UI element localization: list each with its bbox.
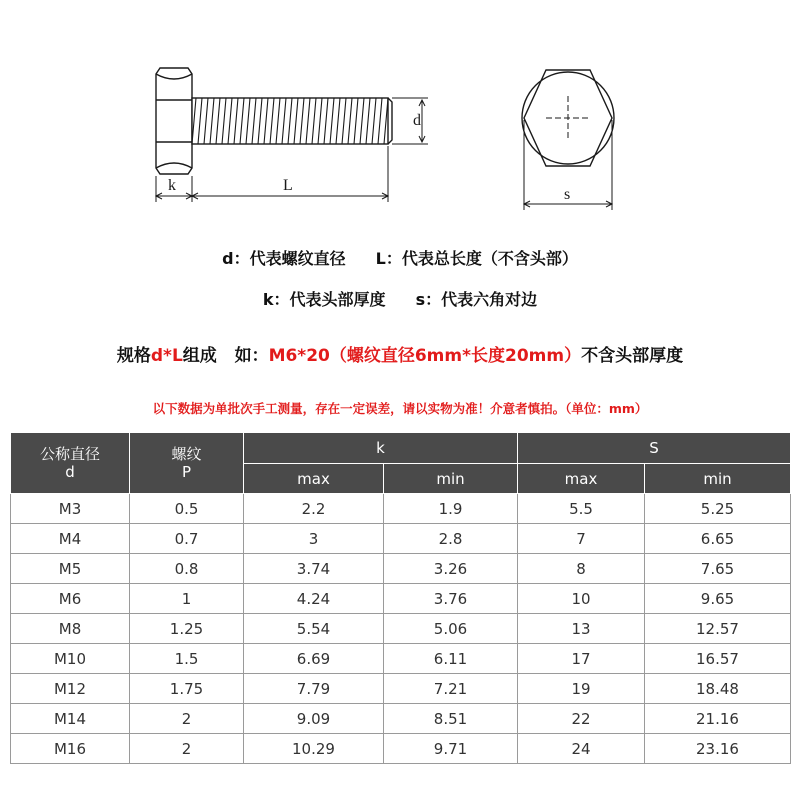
cell-size: M4 [11, 524, 130, 554]
cell-k-min: 3.76 [384, 584, 518, 614]
header-nominal-line2: d [65, 463, 75, 481]
header-s-max: max [518, 464, 645, 494]
cell-pitch: 0.8 [130, 554, 244, 584]
cell-k-max: 6.69 [244, 644, 384, 674]
cell-k-min: 5.06 [384, 614, 518, 644]
legend-s-key: s： [415, 290, 442, 309]
diagram-label-k: k [168, 177, 176, 194]
spec-example-label: 如： [234, 346, 269, 366]
cell-size: M12 [11, 674, 130, 704]
cell-s-max: 5.5 [518, 494, 645, 524]
cell-pitch: 2 [130, 734, 244, 764]
header-s-min: min [645, 464, 791, 494]
legend-k-text: 代表头部厚度 [289, 290, 386, 309]
cell-s-max: 22 [518, 704, 645, 734]
cell-pitch: 1.25 [130, 614, 244, 644]
table-row [11, 734, 791, 764]
spec-example: M6*20（螺纹直径6mm*长度20mm） [268, 346, 582, 366]
cell-s-min: 5.25 [645, 494, 791, 524]
cell-k-max: 2.2 [244, 494, 384, 524]
header-k-max: max [244, 464, 384, 494]
spec-composed: 组成 [182, 346, 217, 366]
cell-s-max: 10 [518, 584, 645, 614]
cell-pitch: 1.75 [130, 674, 244, 704]
cell-k-max: 5.54 [244, 614, 384, 644]
cell-size: M16 [11, 734, 130, 764]
legend-L-key: L： [375, 249, 402, 268]
header-nominal-line1: 公称直径 [39, 445, 100, 463]
cell-k-max: 4.24 [244, 584, 384, 614]
header-nominal-diameter [11, 433, 130, 494]
cell-s-min: 16.57 [645, 644, 791, 674]
cell-s-min: 23.16 [645, 734, 791, 764]
spec-line [0, 341, 800, 366]
header-s: S [518, 433, 791, 464]
spec-formula: d*L [150, 346, 183, 366]
cell-k-min: 6.11 [384, 644, 518, 674]
legend-d-key: d： [222, 249, 250, 268]
cell-k-min: 8.51 [384, 704, 518, 734]
legend-k-key: k： [262, 290, 290, 309]
cell-k-min: 3.26 [384, 554, 518, 584]
table-row [11, 524, 791, 554]
spec-table [10, 432, 791, 764]
spec-prefix: 规格 [116, 346, 151, 366]
table-row [11, 494, 791, 524]
cell-s-min: 7.65 [645, 554, 791, 584]
cell-s-min: 21.16 [645, 704, 791, 734]
cell-s-max: 8 [518, 554, 645, 584]
spec-suffix: 不含头部厚度 [581, 346, 684, 366]
table-row [11, 644, 791, 674]
legend-L-text: 代表总长度（不含头部） [401, 249, 578, 268]
cell-pitch: 0.7 [130, 524, 244, 554]
cell-s-max: 13 [518, 614, 645, 644]
cell-pitch: 0.5 [130, 494, 244, 524]
cell-size: M8 [11, 614, 130, 644]
cell-k-max: 10.29 [244, 734, 384, 764]
cell-s-min: 18.48 [645, 674, 791, 704]
cell-k-max: 3.74 [244, 554, 384, 584]
cell-size: M10 [11, 644, 130, 674]
cell-size: M6 [11, 584, 130, 614]
diagram-label-s: s [564, 186, 571, 203]
header-k: k [244, 433, 518, 464]
cell-k-min: 2.8 [384, 524, 518, 554]
diagram-label-L: L [283, 177, 293, 194]
cell-k-max: 7.79 [244, 674, 384, 704]
cell-s-max: 17 [518, 644, 645, 674]
cell-k-max: 3 [244, 524, 384, 554]
header-k-min: min [384, 464, 518, 494]
cell-size: M14 [11, 704, 130, 734]
header-thread-line2: P [181, 463, 192, 481]
cell-k-min: 7.21 [384, 674, 518, 704]
cell-k-min: 9.71 [384, 734, 518, 764]
table-row [11, 674, 791, 704]
disclaimer-text: 以下数据为单批次手工测量，存在一定误差，请以实物为准！介意者慎拍。（单位：mm） [152, 401, 648, 416]
header-thread-pitch [130, 433, 244, 494]
cell-k-max: 9.09 [244, 704, 384, 734]
cell-s-max: 24 [518, 734, 645, 764]
cell-size: M5 [11, 554, 130, 584]
table-row [11, 614, 791, 644]
cell-size: M3 [11, 494, 130, 524]
cell-s-max: 7 [518, 524, 645, 554]
legend-s-text: 代表六角对边 [441, 290, 538, 309]
table-row [11, 584, 791, 614]
table-row [11, 554, 791, 584]
bolt-drawing [0, 0, 800, 230]
cell-pitch: 2 [130, 704, 244, 734]
cell-k-min: 1.9 [384, 494, 518, 524]
table-row [11, 704, 791, 734]
legend-line-1 [0, 246, 800, 269]
table-header-row [11, 433, 791, 464]
legend-d-text: 代表螺纹直径 [249, 249, 346, 268]
diagram-label-d: d [413, 112, 421, 129]
legend-line-2 [0, 287, 800, 310]
cell-s-min: 6.65 [645, 524, 791, 554]
cell-pitch: 1.5 [130, 644, 244, 674]
header-thread-line1: 螺纹 [171, 445, 202, 463]
cell-s-min: 12.57 [645, 614, 791, 644]
cell-s-max: 19 [518, 674, 645, 704]
cell-pitch: 1 [130, 584, 244, 614]
cell-s-min: 9.65 [645, 584, 791, 614]
